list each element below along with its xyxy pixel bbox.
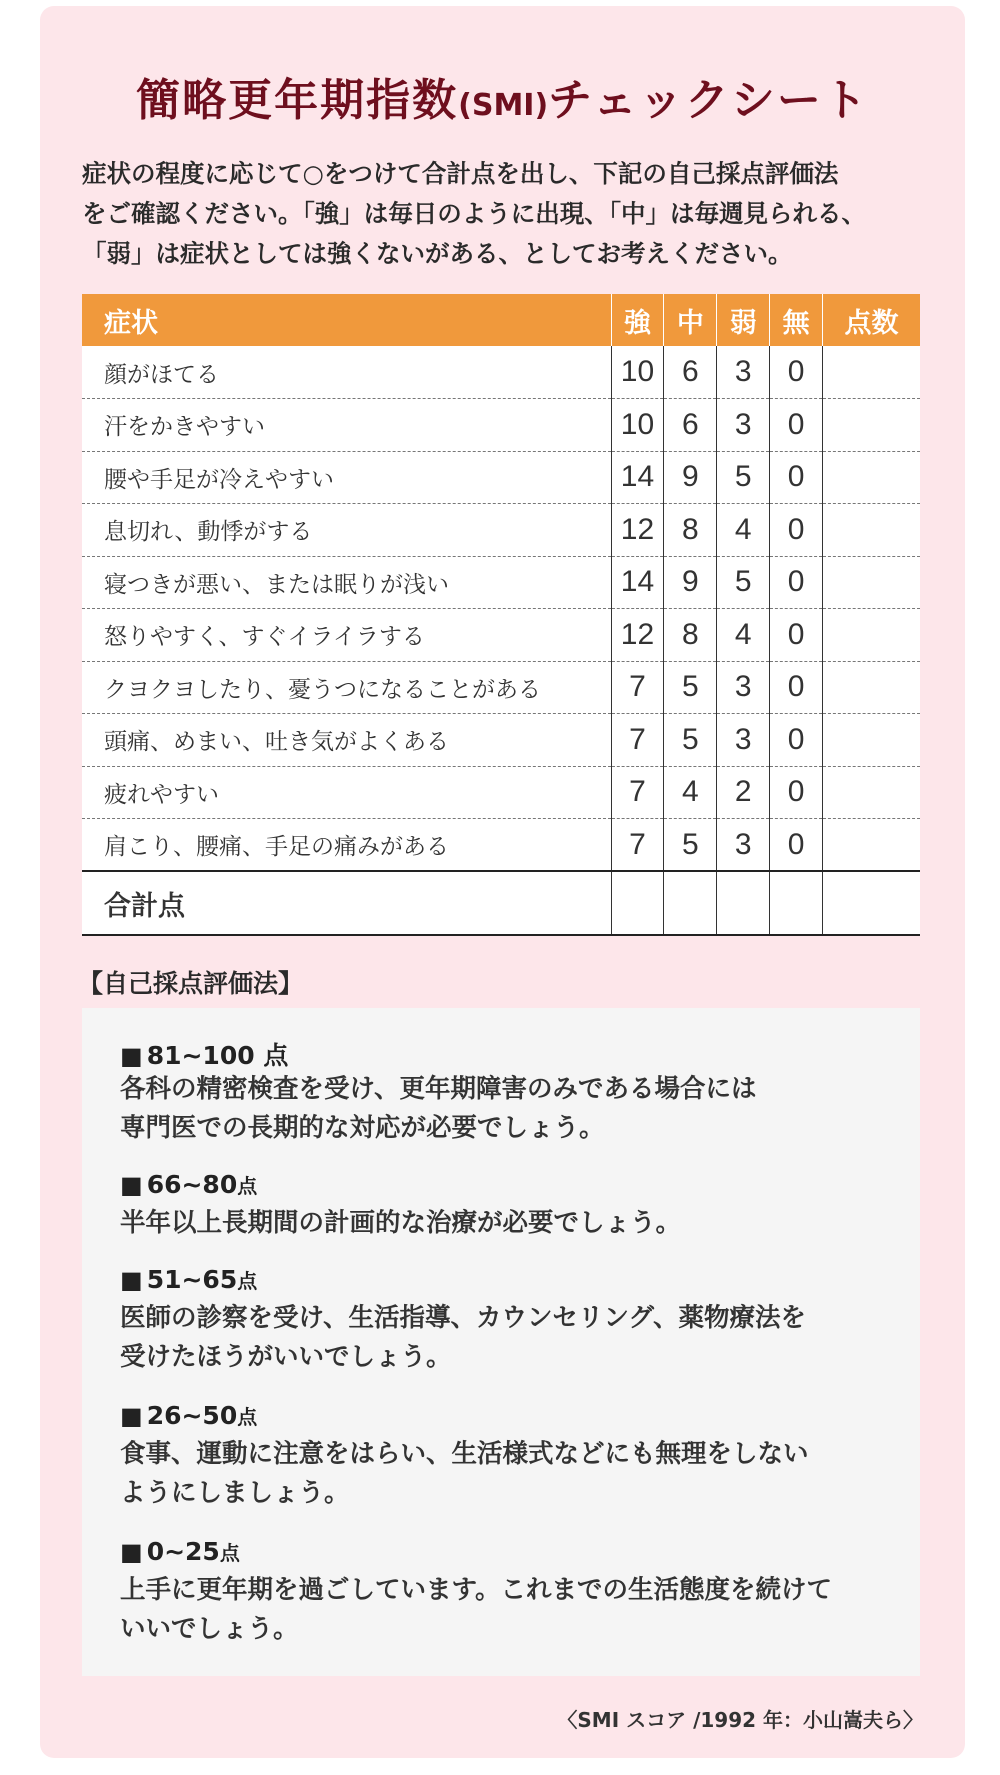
total-label: 合計点 — [82, 871, 611, 935]
score-strong[interactable]: 10 — [611, 346, 664, 399]
score-entry-cell[interactable] — [823, 661, 920, 714]
title-tail: チェックシート — [548, 75, 869, 126]
eval-range-unit: 点 — [219, 1541, 240, 1565]
score-weak[interactable]: 3 — [717, 346, 770, 399]
score-weak[interactable]: 5 — [717, 451, 770, 504]
eval-item-26-50 — [120, 1401, 809, 1513]
header-none: 無 — [770, 294, 823, 346]
intro-text — [82, 154, 942, 274]
score-weak[interactable]: 3 — [717, 661, 770, 714]
score-strong[interactable]: 12 — [611, 504, 664, 557]
intro-line: 症状の程度に応じて○をつけて合計点を出し、下記の自己採点評価法 — [82, 159, 839, 188]
table-header-row — [82, 294, 920, 346]
square-bullet-icon: ■ — [120, 1171, 143, 1199]
symptom-name: 疲れやすい — [82, 766, 611, 819]
score-strong[interactable]: 7 — [611, 819, 664, 872]
table-row — [82, 609, 920, 662]
eval-item-66-80 — [120, 1170, 681, 1243]
header-score: 点数 — [823, 294, 920, 346]
score-none[interactable]: 0 — [770, 661, 823, 714]
score-weak[interactable]: 5 — [717, 556, 770, 609]
title-paren: (SMI) — [458, 88, 549, 123]
eval-desc-line: 上手に更年期を過ごしています。これまでの生活態度を続けて — [120, 1575, 832, 1605]
score-weak[interactable]: 3 — [717, 399, 770, 452]
score-strong[interactable]: 7 — [611, 766, 664, 819]
eval-range — [120, 1401, 809, 1435]
symptom-name: 顔がほてる — [82, 346, 611, 399]
score-entry-cell[interactable] — [823, 609, 920, 662]
score-strong[interactable]: 14 — [611, 451, 664, 504]
total-cell-medium[interactable] — [664, 871, 717, 935]
eval-desc-line: 受けたほうがいいでしょう。 — [120, 1342, 452, 1372]
total-cell-weak[interactable] — [717, 871, 770, 935]
score-medium[interactable]: 6 — [664, 399, 717, 452]
symptom-name: 寝つきが悪い、または眠りが浅い — [82, 556, 611, 609]
square-bullet-icon: ■ — [120, 1042, 143, 1070]
score-medium[interactable]: 6 — [664, 346, 717, 399]
square-bullet-icon: ■ — [120, 1402, 143, 1430]
table-row — [82, 766, 920, 819]
table-row — [82, 819, 920, 872]
eval-range — [120, 1170, 681, 1204]
score-entry-cell[interactable] — [823, 399, 920, 452]
score-entry-cell[interactable] — [823, 556, 920, 609]
square-bullet-icon: ■ — [120, 1538, 143, 1566]
eval-item-81-100 — [120, 1036, 756, 1148]
eval-range-value: 51~65 — [146, 1265, 238, 1294]
score-entry-cell[interactable] — [823, 766, 920, 819]
score-medium[interactable]: 9 — [664, 556, 717, 609]
score-none[interactable]: 0 — [770, 451, 823, 504]
symptom-name: 肩こり、腰痛、手足の痛みがある — [104, 834, 449, 860]
score-weak[interactable]: 3 — [717, 819, 770, 872]
table-row — [82, 714, 920, 767]
intro-line: 「弱」は症状としては強くないがある、としてお考えください。 — [82, 239, 793, 268]
symptom-name: 汗をかきやすい — [82, 399, 611, 452]
score-entry-cell[interactable] — [823, 714, 920, 767]
symptom-name: クヨクヨしたり、憂うつになることがある — [82, 661, 611, 714]
eval-range-unit: 点 — [237, 1405, 258, 1429]
evaluation-box — [82, 1008, 920, 1676]
eval-desc-line: 食事、運動に注意をはらい、生活様式などにも無理をしない — [120, 1439, 809, 1469]
header-strong: 強 — [611, 294, 664, 346]
score-weak[interactable]: 2 — [717, 766, 770, 819]
eval-range-value: 0~25 — [146, 1537, 220, 1566]
symptom-name: 頭痛、めまい、吐き気がよくある — [82, 714, 611, 767]
score-strong[interactable]: 14 — [611, 556, 664, 609]
score-none[interactable]: 0 — [770, 766, 823, 819]
square-bullet-icon: ■ — [120, 1266, 143, 1294]
citation: 〈SMI スコア /1992 年：小山嵩夫ら〉 — [557, 1708, 923, 1732]
score-medium[interactable]: 8 — [664, 609, 717, 662]
score-strong[interactable]: 7 — [611, 661, 664, 714]
page-title — [40, 64, 965, 128]
eval-desc-line: 医師の診察を受け、生活指導、カウンセリング、薬物療法を — [120, 1303, 806, 1333]
score-none[interactable]: 0 — [770, 714, 823, 767]
score-none[interactable]: 0 — [770, 504, 823, 557]
score-medium[interactable]: 4 — [664, 766, 717, 819]
score-none[interactable]: 0 — [770, 556, 823, 609]
eval-range-value: 81~100 — [146, 1041, 255, 1070]
eval-range — [120, 1036, 756, 1070]
table-row — [82, 556, 920, 609]
header-weak: 弱 — [717, 294, 770, 346]
eval-range — [120, 1537, 832, 1571]
eval-range-unit: 点 — [263, 1041, 289, 1070]
symptom-name: 息切れ、動悸がする — [82, 504, 611, 557]
score-strong[interactable]: 7 — [611, 714, 664, 767]
eval-range-value: 26~50 — [146, 1401, 238, 1430]
total-cell-none[interactable] — [770, 871, 823, 935]
header-medium: 中 — [664, 294, 717, 346]
header-symptom: 症状 — [82, 294, 611, 346]
symptom-table — [82, 294, 920, 936]
score-entry-cell[interactable] — [823, 504, 920, 557]
score-medium[interactable]: 8 — [664, 504, 717, 557]
evaluation-heading: 【自己採点評価法】 — [78, 969, 304, 998]
eval-desc-line: 各科の精密検査を受け、更年期障害のみである場合には — [120, 1074, 757, 1104]
eval-desc-line: ようにしましょう。 — [120, 1478, 350, 1508]
score-strong[interactable]: 10 — [611, 399, 664, 452]
intro-line: をご確認ください。「強」は毎日のように出現、「中」は毎週見られる、 — [82, 199, 866, 228]
symptom-rows — [82, 346, 920, 871]
total-row — [82, 871, 920, 935]
table-row — [82, 451, 920, 504]
eval-desc-line: 専門医での長期的な対応が必要でしょう。 — [120, 1113, 605, 1143]
check-sheet-card — [40, 6, 965, 1758]
table-row — [82, 504, 920, 557]
score-strong[interactable]: 12 — [611, 609, 664, 662]
table-row — [82, 399, 920, 452]
score-weak[interactable]: 3 — [717, 714, 770, 767]
score-none[interactable]: 0 — [770, 399, 823, 452]
eval-range-value: 66~80 — [146, 1170, 238, 1199]
eval-desc-line: いいでしょう。 — [120, 1614, 299, 1644]
total-cell-strong[interactable] — [611, 871, 664, 935]
table-row — [82, 346, 920, 399]
eval-item-51-65 — [120, 1265, 806, 1377]
eval-item-0-25 — [120, 1537, 832, 1649]
symptom-name: 怒りやすく、すぐイライラする — [82, 609, 611, 662]
score-medium[interactable]: 5 — [664, 819, 717, 872]
score-entry-cell[interactable] — [823, 346, 920, 399]
eval-range — [120, 1265, 806, 1299]
title-main: 簡略更年期指数 — [136, 75, 459, 126]
table-row — [82, 661, 920, 714]
eval-range-unit: 点 — [237, 1174, 258, 1198]
score-medium[interactable]: 5 — [664, 661, 717, 714]
total-cell-score[interactable] — [823, 871, 920, 935]
score-entry-cell[interactable] — [823, 819, 920, 872]
score-weak[interactable]: 4 — [717, 609, 770, 662]
eval-desc-line: 半年以上長期間の計画的な治療が必要でしょう。 — [120, 1208, 682, 1238]
score-entry-cell[interactable] — [823, 451, 920, 504]
score-none[interactable]: 0 — [770, 609, 823, 662]
score-weak[interactable]: 4 — [717, 504, 770, 557]
score-medium[interactable]: 5 — [664, 714, 717, 767]
score-none[interactable]: 0 — [770, 346, 823, 399]
score-medium[interactable]: 9 — [664, 451, 717, 504]
symptom-name: 腰や手足が冷えやすい — [82, 451, 611, 504]
eval-range-unit: 点 — [237, 1269, 258, 1293]
score-none[interactable]: 0 — [770, 819, 823, 872]
